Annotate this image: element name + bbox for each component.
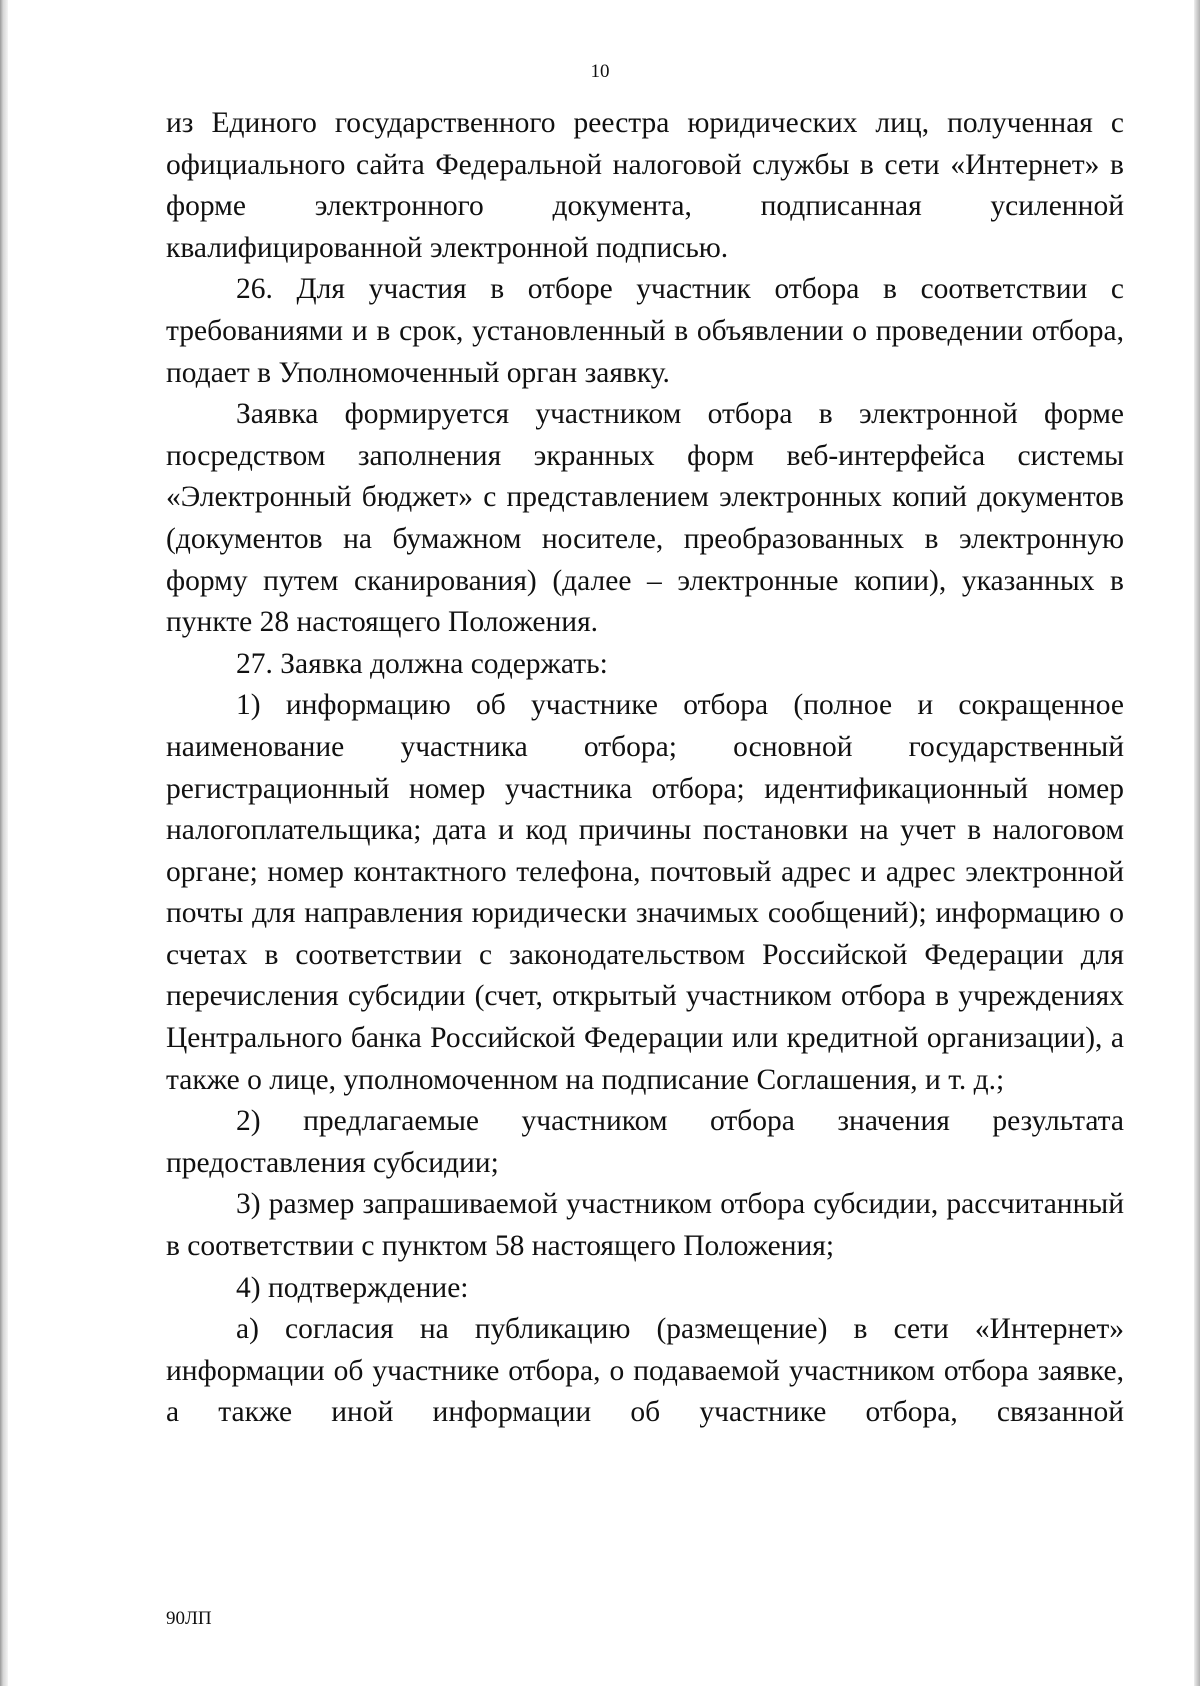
document-body <box>166 103 1124 1434</box>
document-code: 90ЛП <box>166 1608 212 1629</box>
list-item-2: 2) предлагаемые участником отбора значения результата предоставления субсидии; <box>166 1105 1124 1179</box>
paragraph-26: 26. Для участия в отборе участник отбора в соответствии с требованиями и в срок, установленный в объявлении о проведении отбора, подает в Уполномоченный орган заявку. <box>166 273 1124 389</box>
scan-edge-right <box>1194 0 1200 1686</box>
scan-edge-left <box>0 0 8 1686</box>
list-item-1: 1) информацию об участнике отбора (полное и сокращенное наименование участника отбора; основной государственный регистрационный номер участника отбора; идентификационный номер налогоплательщика; дата и код причины постановки на учет в налоговом органе; номер контактного телефона, почтовый адрес и адрес электронной почты для направления юридически значимых сообщений); информацию о счетах в соответствии с законодательством Российской Федерации для перечисления субсидии (счет, открытый участником отбора в учреждениях Центрального банка Российской Федерации или кредитной организации), а также о лице, уполномоченном на подписание Соглашения, и т. д.; <box>166 689 1124 1096</box>
paragraph-27: 27. Заявка должна содержать: <box>236 647 608 680</box>
list-item-3: 3) размер запрашиваемой участником отбора субсидии, рассчитанный в соответствии с пунктом 58 настоящего Положения; <box>166 1188 1124 1263</box>
paragraph-application-formation: Заявка формируется участником отбора в электронной форме посредством заполнения экранных форм веб-интерфейса системы «Электронный бюджет» с представлением электронных копий документов (документов на бумажном носителе, преобразованных в электронную форму путем сканирования) (далее – электронные копии), указанных в пункте 28 настоящего Положения. <box>166 398 1124 639</box>
page-number: 10 <box>590 61 610 82</box>
paragraph-egrul-extract: из Единого государственного реестра юридических лиц, полученная с официального сайта Федеральной налоговой службы в сети «Интернет» в форме электронного документа, подписанная усиленной квалифицированной электронной подписью. <box>166 107 1124 264</box>
list-item-4a: а) согласия на публикацию (размещение) в сети «Интернет» информации об участнике отбора, о подаваемой участником отбора заявке, а также иной информации об участнике отбора, связанной <box>166 1313 1124 1429</box>
list-item-4: 4) подтверждение: <box>236 1271 469 1304</box>
